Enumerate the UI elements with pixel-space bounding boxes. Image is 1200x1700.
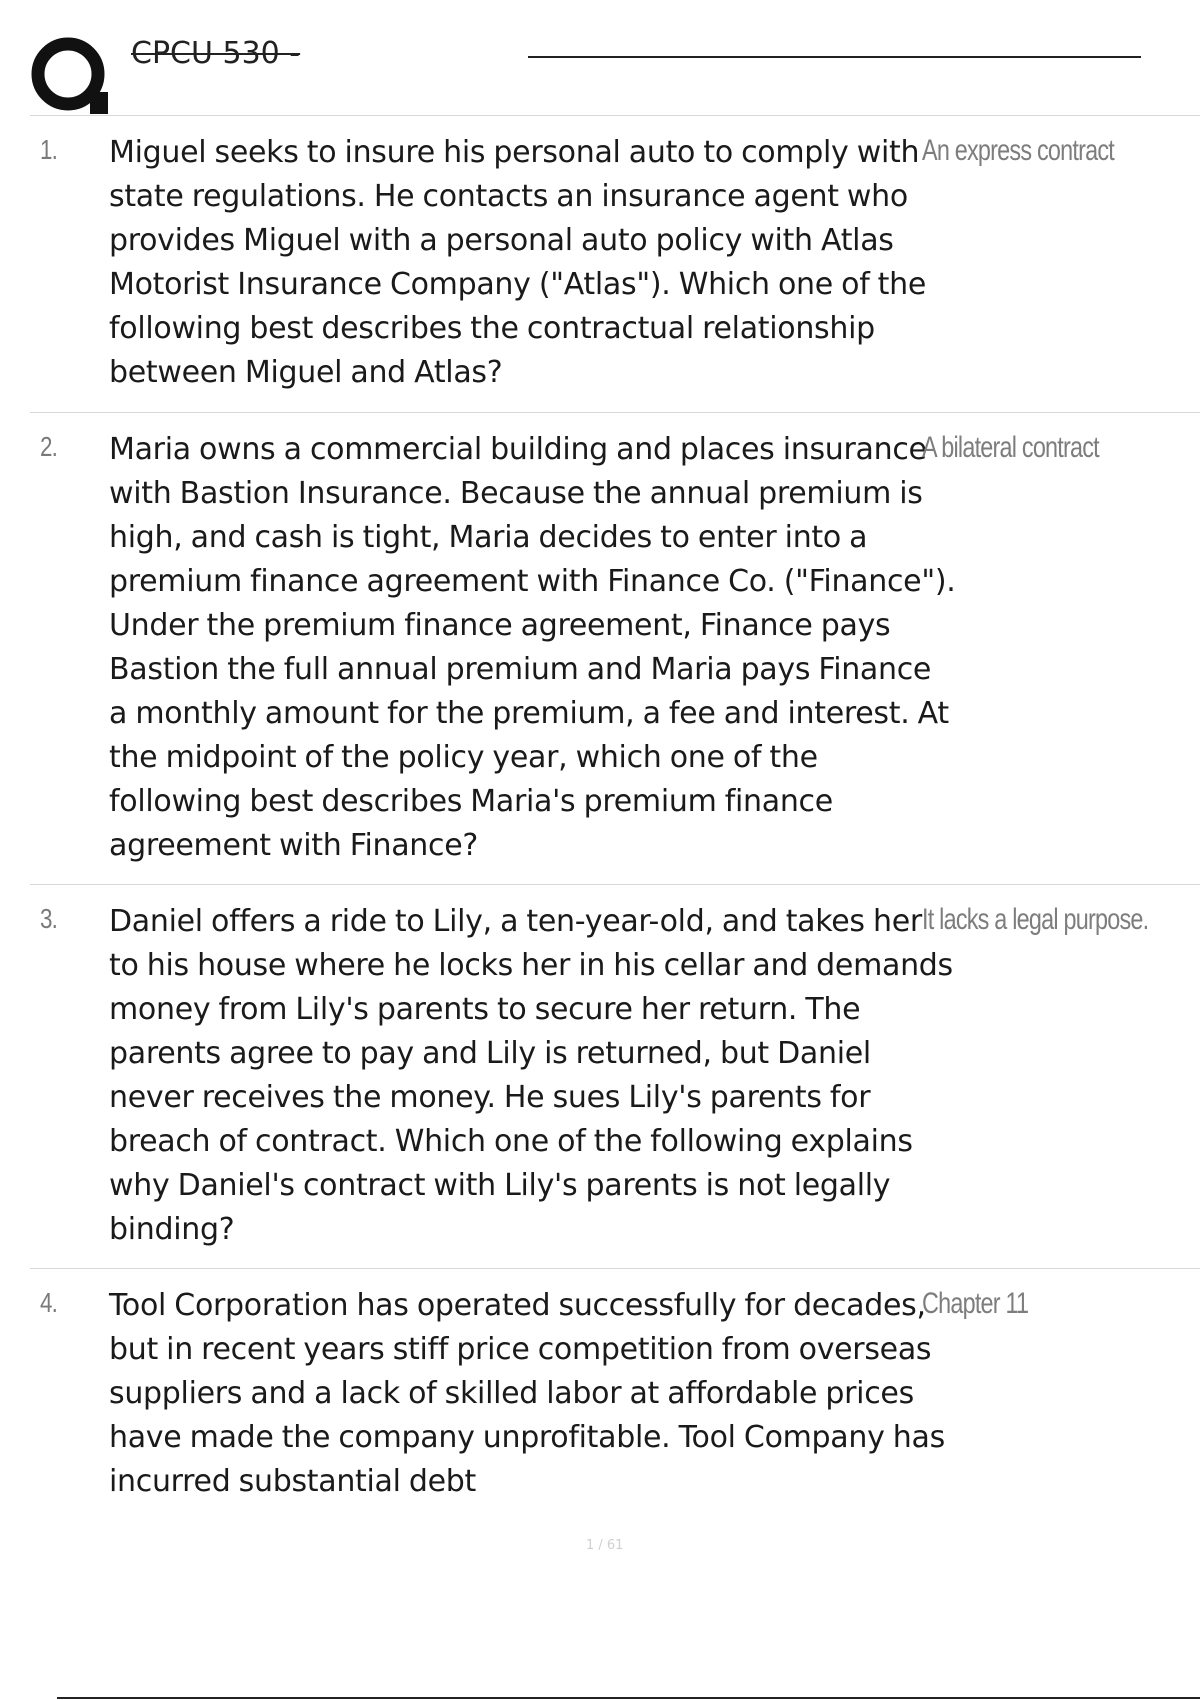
document-title: CPCU 530 - (131, 36, 301, 71)
flashcard (30, 1269, 1200, 1529)
answer-text: Chapter 11 (922, 1287, 1029, 1320)
header-divider-line (528, 56, 1141, 58)
flashcard (30, 413, 1200, 885)
question-number: 4. (40, 1287, 58, 1318)
question-text: Daniel offers a ride to Lily, a ten-year-old, and takes her to his house where he locks her in his cellar and demands money from Lily's parents to secure her return. The parents agree to pay and Lily is returned, but Daniel never receives the money. He sues Lily's parents for breach of contract. Which one of the following explains why Daniel's contract with Lily's parents is not legally binding? (109, 904, 953, 1247)
flashcard-list (30, 116, 1200, 1529)
footer-rule (57, 1697, 1200, 1699)
flashcard (30, 116, 1200, 413)
question-text: Maria owns a commercial building and places insurance with Bastion Insurance. Because the annual premium is high, and cash is tight, Maria decides to enter into a premium finance agreement with Finance Co. ("Finance"). Under the premium finance agreement, Finance pays Bastion the full annual premium and Maria pays Finance a monthly amount for the premium, a fee and interest. At the midpoint of the policy year, which one of the following best describes Maria's premium finance agreement with Finance? (109, 432, 956, 863)
question-number: 3. (40, 903, 58, 934)
page-indicator: 1 / 61 (586, 1538, 624, 1553)
answer-text: A bilateral contract (922, 431, 1099, 464)
answer-text: It lacks a legal purpose. (922, 903, 1149, 936)
question-text: Tool Corporation has operated successfully for decades, but in recent years stiff price competition from overseas suppliers and a lack of skilled labor at affordable prices have made the company unprofitable. Tool Company has incurred substantial debt (109, 1288, 945, 1499)
quizlet-logo-icon (30, 34, 112, 114)
flashcard (30, 885, 1200, 1269)
question-number: 1. (40, 134, 58, 165)
answer-text: An express contract (922, 134, 1114, 167)
page-header (0, 0, 1200, 116)
question-text: Miguel seeks to insure his personal auto to comply with state regulations. He contacts an insurance agent who provides Miguel with a personal auto policy with Atlas Motorist Insurance Company ("Atlas"). Which one of the following best describes the contractual relationship between Miguel and Atlas? (109, 135, 927, 390)
question-number: 2. (40, 431, 58, 462)
